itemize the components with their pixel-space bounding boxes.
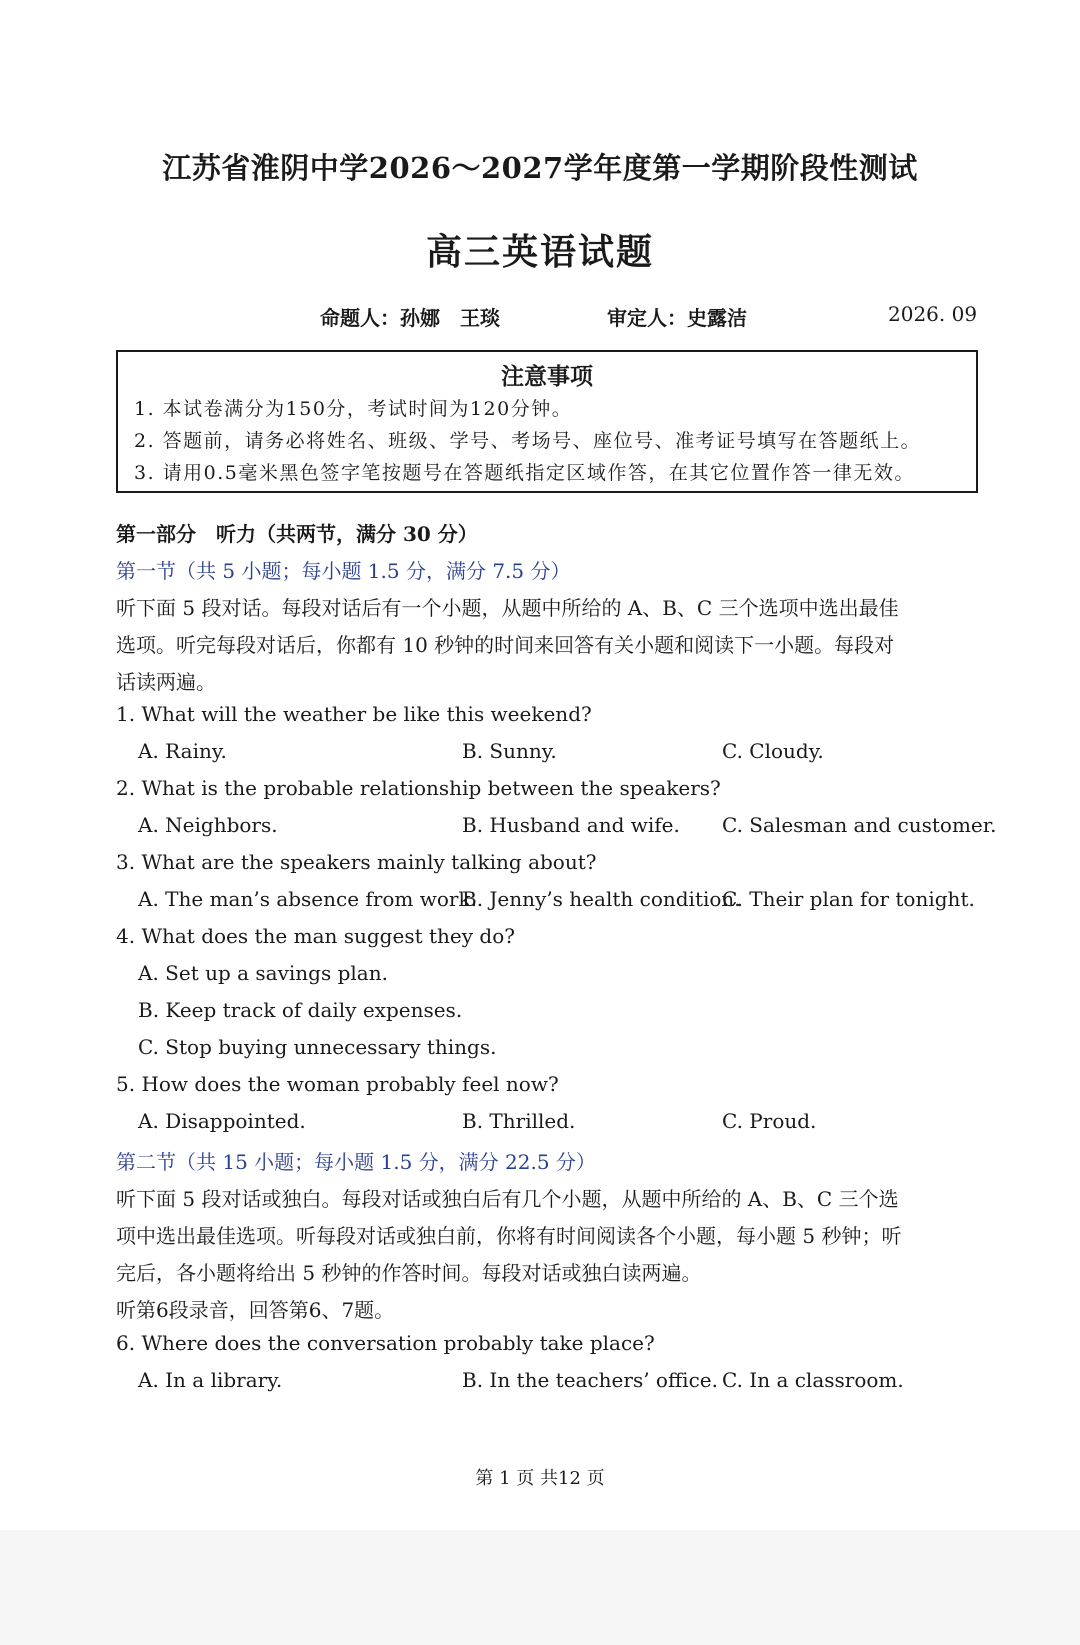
option-a: A. Rainy. bbox=[138, 739, 227, 763]
option-b: B. Keep track of daily expenses. bbox=[138, 998, 463, 1022]
question-2: 2. What is the probable relationship between the speakers? bbox=[116, 776, 721, 800]
option-a: A. Disappointed. bbox=[138, 1109, 306, 1133]
question-4: 4. What does the man suggest they do? bbox=[116, 924, 515, 948]
notice-item: 1. 本试卷满分为150分，考试时间为120分钟。 bbox=[134, 398, 573, 420]
notice-item: 2. 答题前，请务必将姓名、班级、学号、考场号、座位号、准考证号填写在答题纸上。 bbox=[134, 430, 922, 452]
part1-heading: 第一部分 听力（共两节，满分 30 分） bbox=[116, 522, 478, 546]
option-b: B. Thrilled. bbox=[462, 1109, 576, 1133]
option-c: C. Stop buying unnecessary things. bbox=[138, 1035, 497, 1059]
section1-heading: 第一节（共 5 小题；每小题 1.5 分，满分 7.5 分） bbox=[116, 559, 571, 583]
recording-note: 听第6段录音，回答第6、7题。 bbox=[116, 1298, 395, 1322]
section2-instructions: 完后，各小题将给出 5 秒钟的作答时间。每段对话或独白读两遍。 bbox=[116, 1261, 702, 1285]
option-a: A. Set up a savings plan. bbox=[138, 961, 388, 985]
authors: 命题人：孙娜 王琰 bbox=[320, 306, 500, 330]
option-c: C. Their plan for tonight. bbox=[722, 887, 975, 911]
section2-instructions: 项中选出最佳选项。听每段对话或独白前，你将有时间阅读各个小题，每小题 5 秒钟；听 bbox=[116, 1224, 902, 1248]
notice-heading: 注意事项 bbox=[501, 363, 593, 390]
option-c: C. In a classroom. bbox=[722, 1368, 904, 1392]
page-number: 第 1 页 共12 页 bbox=[475, 1468, 605, 1489]
option-c: C. Cloudy. bbox=[722, 739, 824, 763]
option-a: A. In a library. bbox=[138, 1368, 283, 1392]
option-c: C. Proud. bbox=[722, 1109, 817, 1133]
option-b: B. Husband and wife. bbox=[462, 813, 680, 837]
page-bottom-margin bbox=[0, 1530, 1080, 1645]
section1-instructions: 话读两遍。 bbox=[116, 670, 216, 694]
question-5: 5. How does the woman probably feel now? bbox=[116, 1072, 559, 1096]
notice-item: 3. 请用0.5毫米黑色签字笔按题号在答题纸指定区域作答，在其它位置作答一律无效。 bbox=[134, 462, 915, 484]
section2-instructions: 听下面 5 段对话或独白。每段对话或独白后有几个小题，从题中所给的 A、B、C 三个选 bbox=[116, 1187, 899, 1211]
school-title: 江苏省淮阴中学2026～2027学年度第一学期阶段性测试 bbox=[162, 151, 918, 185]
notice-box bbox=[116, 350, 978, 493]
paper-title: 高三英语试题 bbox=[425, 231, 654, 273]
exam-date: 2026. 09 bbox=[888, 302, 978, 326]
section2-heading: 第二节（共 15 小题；每小题 1.5 分，满分 22.5 分） bbox=[116, 1150, 596, 1174]
option-a: A. Neighbors. bbox=[138, 813, 278, 837]
reviewer: 审定人：史露洁 bbox=[607, 306, 747, 330]
option-b: B. Jenny’s health condition. bbox=[462, 887, 741, 911]
section1-instructions: 听下面 5 段对话。每段对话后有一个小题，从题中所给的 A、B、C 三个选项中选出最佳 bbox=[116, 596, 899, 620]
question-3: 3. What are the speakers mainly talking about? bbox=[116, 850, 597, 874]
option-c: C. Salesman and customer. bbox=[722, 813, 997, 837]
option-b: B. In the teachers’ office. bbox=[462, 1368, 718, 1392]
section1-instructions: 选项。听完每段对话后，你都有 10 秒钟的时间来回答有关小题和阅读下一小题。每段对 bbox=[116, 633, 895, 657]
question-6: 6. Where does the conversation probably take place? bbox=[116, 1331, 655, 1355]
option-a: A. The man’s absence from work. bbox=[138, 887, 477, 911]
question-1: 1. What will the weather be like this weekend? bbox=[116, 702, 592, 726]
option-b: B. Sunny. bbox=[462, 739, 557, 763]
